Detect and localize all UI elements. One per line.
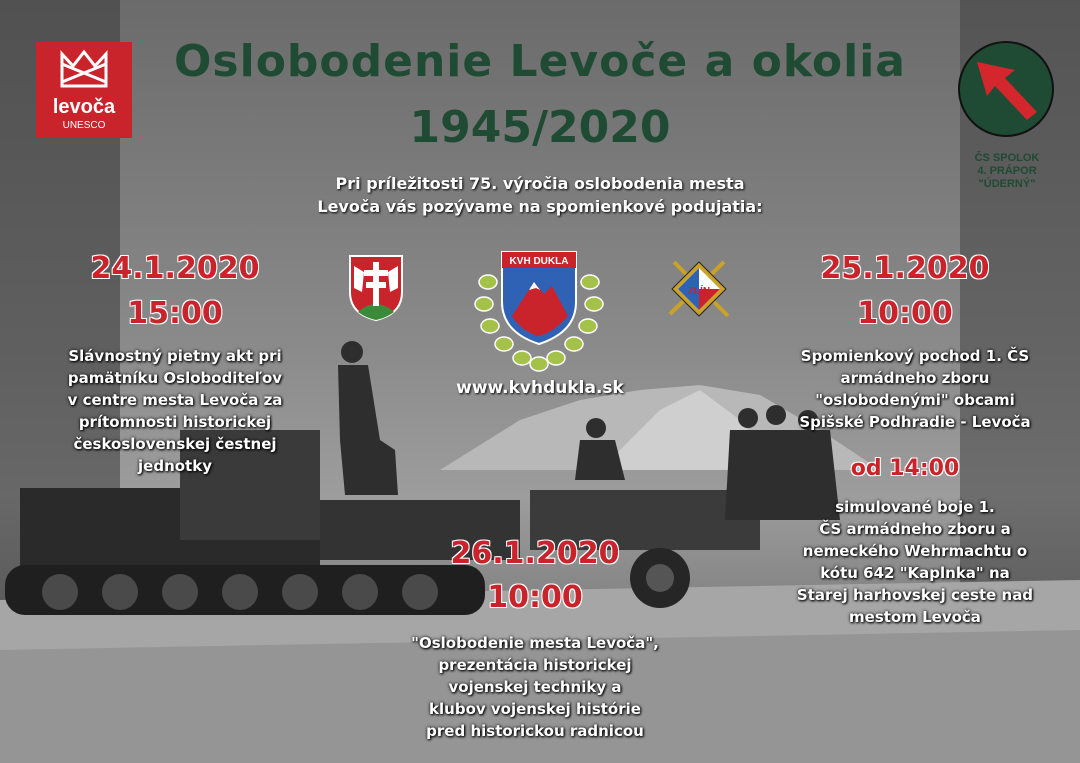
event1-date: 24.1.2020	[90, 251, 260, 286]
event3-line: prezentácia historickej	[438, 656, 632, 674]
crown-icon	[36, 42, 132, 102]
event3-date: 26.1.2020	[450, 536, 620, 571]
intro-line-2: Levoča vás pozývame na spomienkové podujatia:	[317, 197, 763, 216]
event2-sub-line: kótu 642 "Kaplnka" na	[820, 564, 1010, 582]
intro-text	[260, 172, 820, 218]
zlin-emblem-icon	[664, 254, 734, 324]
kvh-dukla-label: KVH DUKLA	[509, 256, 569, 267]
event1-line: prítomnosti historickej	[78, 413, 272, 431]
event1-line: pamätníku Osloboditeľov	[67, 369, 283, 387]
event3-line: vojenskej techniky a	[448, 678, 622, 696]
spolok-line-2: 4. PRÁPOR	[977, 165, 1037, 177]
event2-date: 25.1.2020	[820, 251, 990, 286]
event2-line: "oslobodenými" obcami	[815, 391, 1015, 409]
event1-line: Slávnostný pietny akt pri	[68, 347, 282, 365]
event2-sub-line: simulované boje 1.	[835, 498, 995, 516]
zlin-label: ZLÍN	[687, 286, 711, 297]
spolok-line-3: "ÚDERNÝ"	[978, 178, 1036, 190]
event2-sub-description	[770, 496, 1060, 628]
event1-line: v centre mesta Levoča za	[67, 391, 283, 409]
event3-line: pred historickou radnicou	[426, 722, 644, 740]
coat-of-arms-icon	[346, 252, 406, 322]
levoca-coat-of-arms	[346, 252, 406, 322]
event2-sub-time: od 14:00	[850, 456, 960, 481]
spolok-logo	[957, 40, 1055, 138]
intro-line-1: Pri príležitosti 75. výročia oslobodenia mesta	[335, 174, 745, 193]
event2-time: 10:00	[857, 296, 953, 331]
zlin-logo	[664, 254, 734, 324]
spolok-text	[950, 152, 1064, 191]
event3-time: 10:00	[487, 580, 583, 615]
event2-line: Spišské Podhradie - Levoča	[799, 413, 1031, 431]
event2-sub-line: mestom Levoča	[849, 608, 981, 626]
event2-description	[770, 345, 1060, 433]
spolok-line-1: ČS SPOLOK	[974, 152, 1040, 164]
event2-sub-line: ČS armádneho zboru a	[819, 520, 1011, 538]
event2-sub-line: nemeckého Wehrmachtu o	[802, 542, 1028, 560]
website-link[interactable]: www.kvhdukla.sk	[456, 378, 624, 398]
event3-description	[380, 632, 690, 742]
event2-line: armádneho zboru	[840, 369, 990, 387]
page-year: 1945/2020	[409, 102, 671, 153]
levoca-unesco-logo	[36, 42, 132, 138]
event2-sub-line: Starej harhovskej ceste nad	[796, 586, 1034, 604]
event1-time: 15:00	[127, 296, 223, 331]
page-title: Oslobodenie Levoče a okolia	[174, 36, 906, 87]
event2-line: Spomienkový pochod 1. ČS	[800, 347, 1030, 365]
event1-description	[30, 345, 320, 477]
event1-line: československej čestnej	[73, 435, 277, 453]
red-arrow-icon	[957, 40, 1055, 138]
kvh-dukla-logo	[474, 232, 604, 372]
event3-line: "Oslobodenie mesta Levoča",	[411, 634, 659, 652]
levoca-logo-unesco: UNESCO	[62, 120, 106, 131]
kvh-dukla-emblem-icon	[474, 232, 604, 372]
event3-line: klubov vojenskej histórie	[429, 700, 641, 718]
levoca-logo-name: levoča	[52, 96, 116, 118]
event1-line: jednotky	[138, 457, 212, 475]
